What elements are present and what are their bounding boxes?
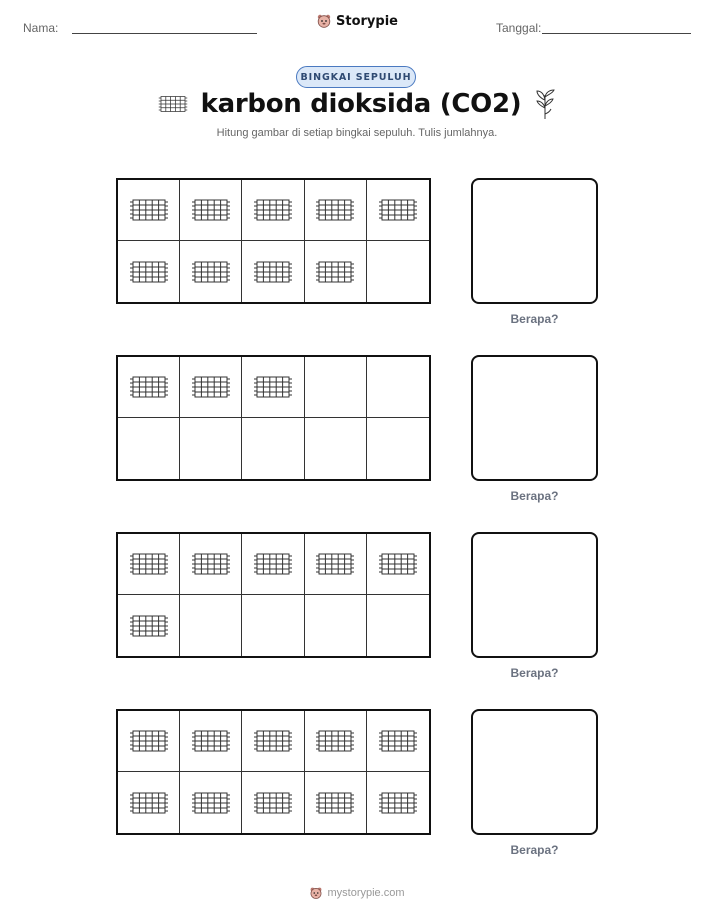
frame-cell (118, 772, 180, 833)
frame-cell (242, 241, 304, 302)
frame-cell (118, 357, 180, 418)
co2-grid-icon (191, 197, 231, 223)
co2-grid-icon (129, 259, 169, 285)
co2-grid-icon (253, 259, 293, 285)
frame-cell (305, 418, 367, 479)
frame-cell (305, 711, 367, 772)
ten-frame-3 (116, 532, 431, 658)
answer-box-4[interactable] (471, 709, 598, 835)
frame-cell (180, 180, 242, 241)
page-title: karbon dioksida (CO2) (200, 89, 522, 119)
frame-cell (118, 711, 180, 772)
frame-cell (180, 595, 242, 656)
co2-grid-icon (129, 728, 169, 754)
frame-cell (242, 772, 304, 833)
co2-grid-icon (378, 551, 418, 577)
date-line[interactable] (542, 33, 691, 34)
frame-cell (305, 357, 367, 418)
frame-cell (180, 241, 242, 302)
frame-cell (242, 711, 304, 772)
title-row (0, 88, 714, 120)
frame-cell (118, 241, 180, 302)
frame-cell (118, 595, 180, 656)
co2-grid-icon (315, 551, 355, 577)
co2-grid-icon (315, 728, 355, 754)
frame-cell (242, 595, 304, 656)
instructions: Hitung gambar di setiap bingkai sepuluh. Tulis jumlahnya. (216, 127, 498, 139)
co2-grid-icon (378, 728, 418, 754)
co2-grid-icon (253, 790, 293, 816)
name-label: Nama: (23, 21, 59, 35)
co2-grid-icon (253, 728, 293, 754)
co2-grid-icon (378, 197, 418, 223)
co2-grid-icon (253, 551, 293, 577)
footer-site: mystorypie.com (327, 887, 405, 899)
co2-grid-icon (129, 374, 169, 400)
frame-cell (242, 180, 304, 241)
answer-box-1[interactable] (471, 178, 598, 304)
plant-icon (534, 88, 556, 120)
frame-cell (305, 180, 367, 241)
frame-cell (367, 418, 429, 479)
ten-frame-1 (116, 178, 431, 304)
frame-cell (180, 534, 242, 595)
co2-grid-icon (158, 94, 188, 114)
date-label: Tanggal: (496, 21, 542, 35)
frame-cell (305, 534, 367, 595)
frame-cell (180, 711, 242, 772)
name-line[interactable] (72, 33, 257, 34)
co2-grid-icon (315, 790, 355, 816)
frame-cell (180, 772, 242, 833)
storypie-logo-icon (316, 13, 332, 29)
co2-grid-icon (253, 197, 293, 223)
frame-cell (305, 241, 367, 302)
co2-grid-icon (191, 728, 231, 754)
frame-cell (118, 534, 180, 595)
frame-cell (367, 357, 429, 418)
footer (0, 886, 714, 900)
frame-cell (367, 534, 429, 595)
ten-frame-2 (116, 355, 431, 481)
co2-grid-icon (378, 790, 418, 816)
co2-grid-icon (315, 197, 355, 223)
co2-grid-icon (129, 551, 169, 577)
co2-grid-icon (253, 374, 293, 400)
frame-cell (242, 418, 304, 479)
frame-cell (367, 241, 429, 302)
answer-box-3[interactable] (471, 532, 598, 658)
frame-cell (242, 357, 304, 418)
frame-cell (180, 357, 242, 418)
frame-cell (242, 534, 304, 595)
co2-grid-icon (191, 374, 231, 400)
category-badge: BINGKAI SEPULUH (296, 66, 416, 88)
frame-cell (118, 180, 180, 241)
frame-cell (305, 595, 367, 656)
frame-cell (305, 772, 367, 833)
prompt-1: Berapa? (510, 312, 559, 326)
brand (0, 13, 714, 29)
co2-grid-icon (191, 790, 231, 816)
co2-grid-icon (129, 790, 169, 816)
prompt-4: Berapa? (510, 843, 559, 857)
prompt-2: Berapa? (510, 489, 559, 503)
frame-cell (180, 418, 242, 479)
co2-grid-icon (191, 259, 231, 285)
co2-grid-icon (191, 551, 231, 577)
frame-cell (367, 595, 429, 656)
co2-grid-icon (315, 259, 355, 285)
ten-frame-4 (116, 709, 431, 835)
frame-cell (367, 711, 429, 772)
answer-box-2[interactable] (471, 355, 598, 481)
frame-cell (118, 418, 180, 479)
frame-cell (367, 180, 429, 241)
co2-grid-icon (129, 613, 169, 639)
brand-name: Storypie (336, 13, 398, 29)
storypie-logo-icon (309, 886, 323, 900)
co2-grid-icon (129, 197, 169, 223)
prompt-3: Berapa? (510, 666, 559, 680)
frame-cell (367, 772, 429, 833)
